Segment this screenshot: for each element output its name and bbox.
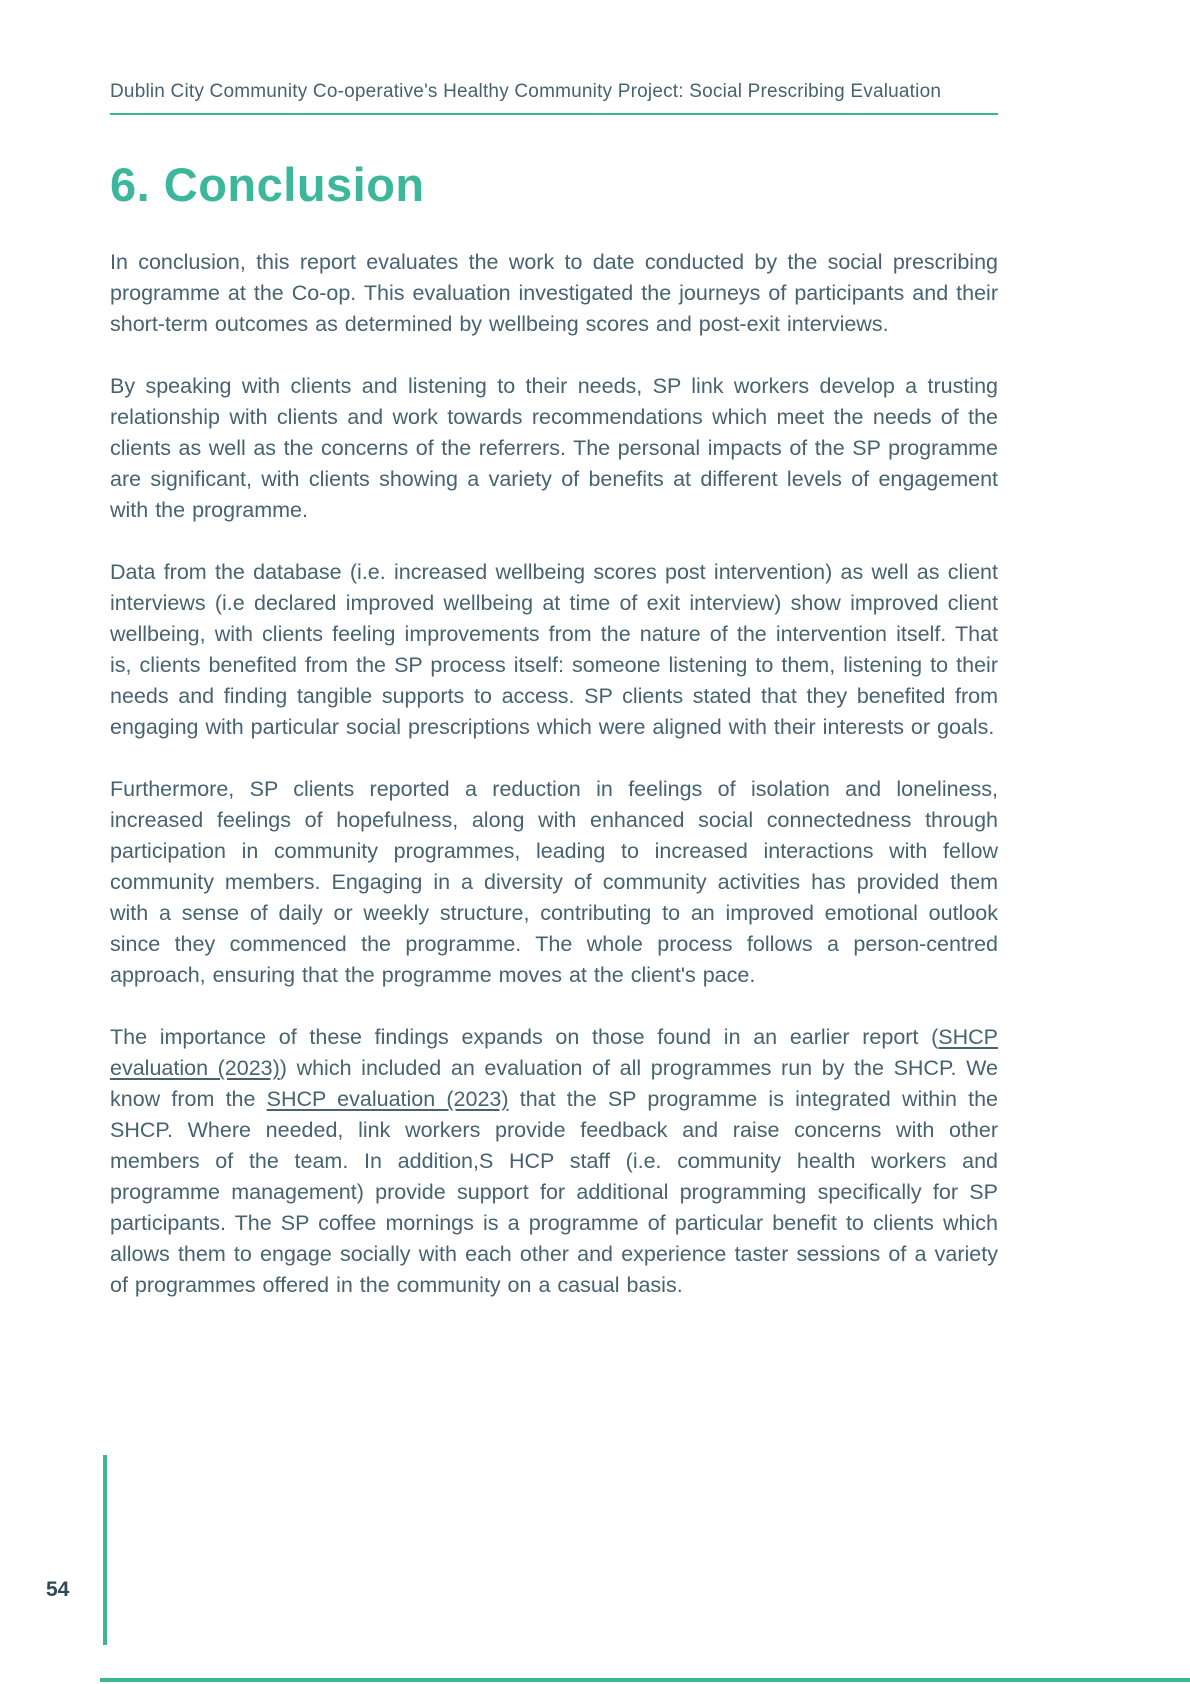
text-span: Furthermore, SP clients reported a reduction in feelings of isolation and loneliness, increased feelings of hopefulness, along with enhanced social connectedness through participation in community programmes, leading to increased interactions with fellow community members. Engaging in a diversity of community activities has provided them with a sense of daily or weekly structure, contributing to an improved emotional outlook since they commenced the programme. The whole process follows a person-centred approach, ensuring that the programme moves at the client's pace.: [110, 777, 998, 987]
page-number: 54: [46, 1578, 70, 1601]
link-shcp-evaluation[interactable]: SHCP evaluation (2023): [110, 1025, 998, 1080]
text-span: The importance of these findings expands on those found in an earlier report (: [110, 1025, 939, 1049]
paragraph-5: [110, 1022, 998, 1301]
document-body: [110, 247, 998, 1301]
document-header: Dublin City Community Co-operative's Healthy Community Project: Social Prescribing Evaluation: [110, 81, 942, 102]
text-span: that the SP programme is integrated within the SHCP. Where needed, link workers provide feedback and raise concerns with other members of the team. In addition,S HCP staff (i.e. community health workers and programme management) provide support for additional programming specifically for SP participants. The SP coffee mornings is a programme of particular benefit to clients which allows them to engage socially with each other and experience taster sessions of a variety of programmes offered in the community on a casual basis.: [110, 1087, 998, 1297]
text-span: Data from the database (i.e. increased wellbeing scores post intervention) as well as client interviews (i.e declared improved wellbeing at time of exit interview) show improved client wellbeing, with clients feeling improvements from the nature of the intervention itself. That is, clients benefited from the SP process itself: someone listening to them, listening to their needs and finding tangible supports to access. SP clients stated that they benefited from engaging with particular social prescriptions which were aligned with their interests or goals.: [110, 560, 998, 739]
bottom-divider: [100, 1678, 1190, 1682]
text-span: In conclusion, this report evaluates the work to date conducted by the social prescribing programme at the Co-op. This evaluation investigated the journeys of participants and their short-term outcomes as determined by wellbeing scores and post-exit interviews.: [110, 250, 998, 336]
text-span: ) which included an evaluation of all programmes run by the SHCP. We know from the: [110, 1056, 998, 1111]
header-divider: [110, 113, 998, 115]
link-shcp-evaluation[interactable]: SHCP evaluation (2023): [266, 1087, 509, 1111]
footer-accent-bar: [103, 1455, 107, 1645]
text-span: By speaking with clients and listening to their needs, SP link workers develop a trusting relationship with clients and work towards recommendations which meet the needs of the clients as well as the concerns of the referrers. The personal impacts of the SP programme are significant, with clients showing a variety of benefits at different levels of engagement with the programme.: [110, 374, 998, 522]
paragraph-2: [110, 371, 998, 526]
paragraph-1: [110, 247, 998, 340]
content-area: [110, 80, 998, 1301]
paragraph-4: [110, 774, 998, 991]
section-title: 6. Conclusion: [110, 158, 425, 211]
paragraph-3: [110, 557, 998, 743]
